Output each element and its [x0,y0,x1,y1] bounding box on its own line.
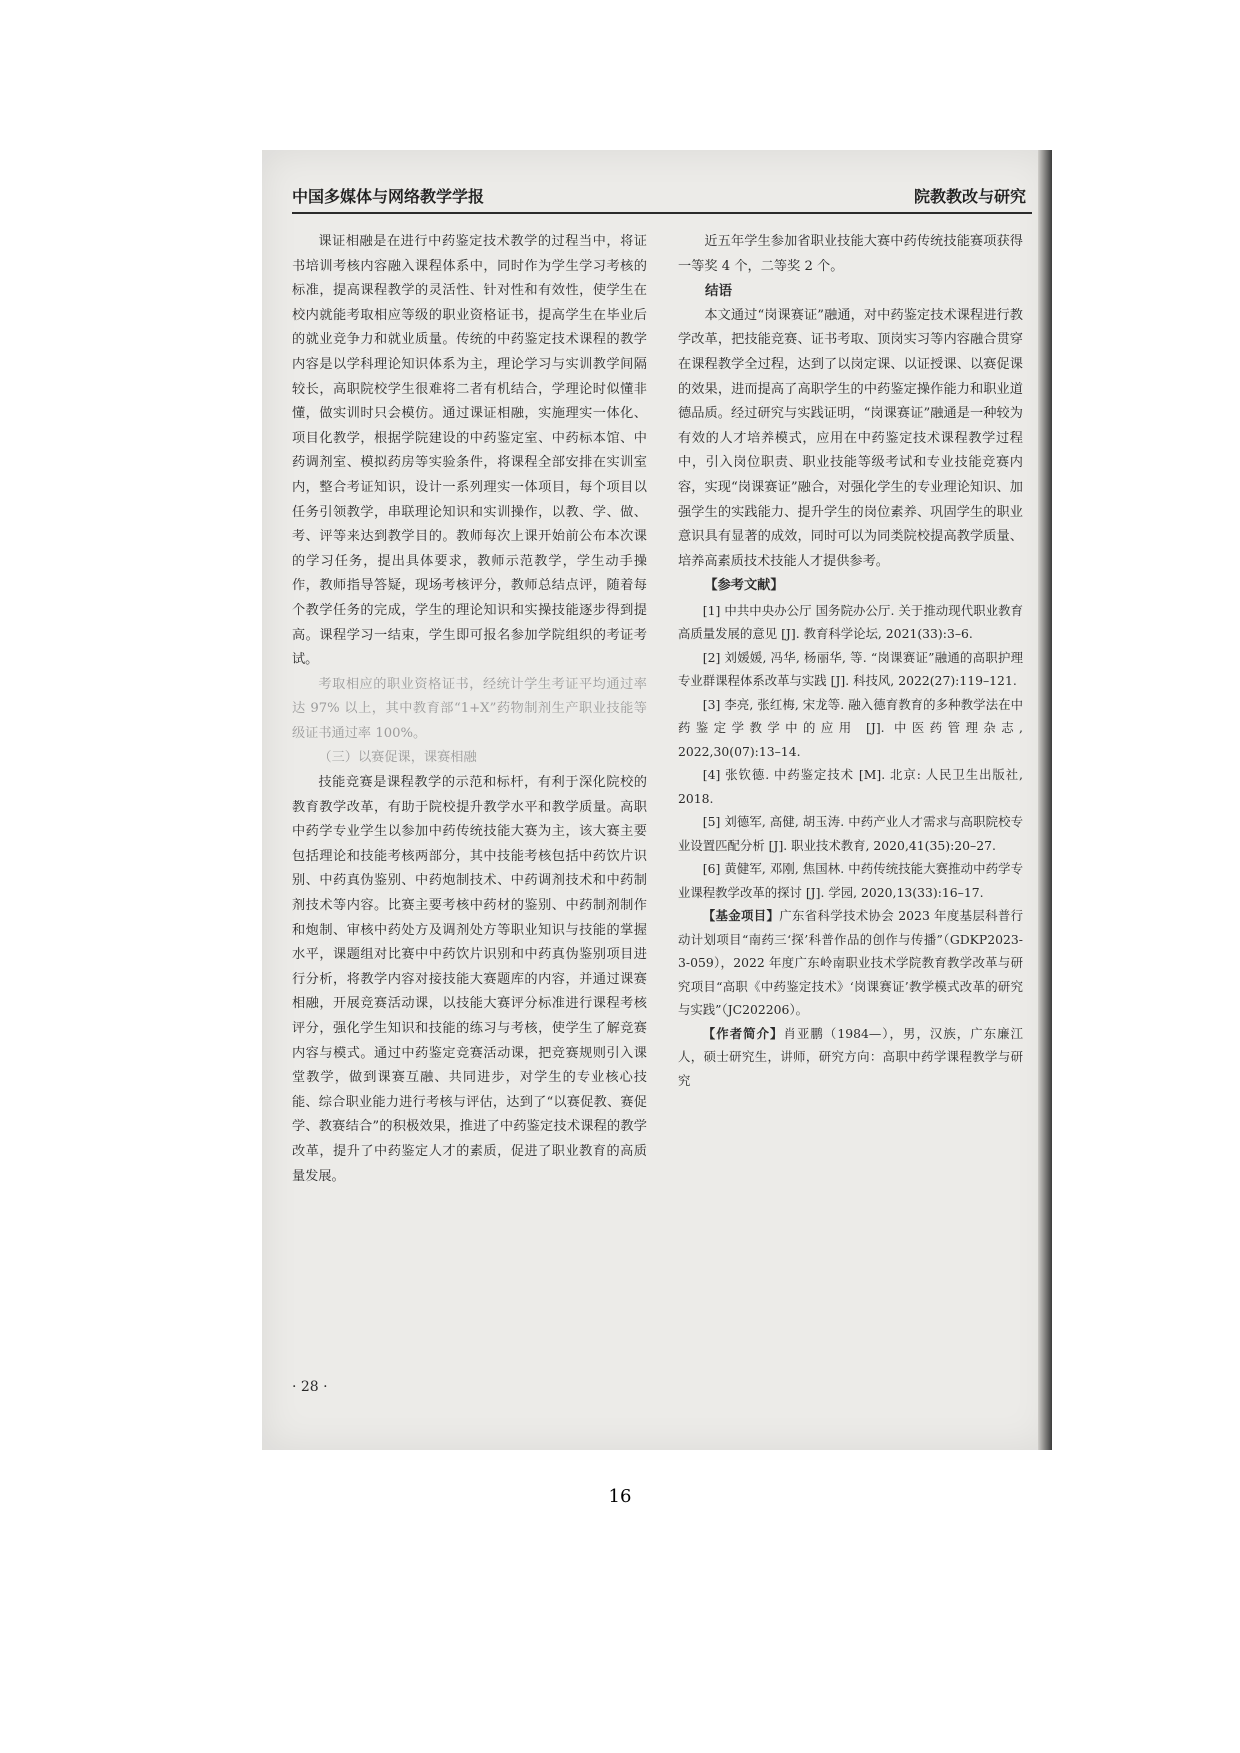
reference-item: [1] 中共中央办公厅 国务院办公厅. 关于推动现代职业教育高质量发展的意见 [J]. 教育科学论坛, 2021(33):3–6. [678,602,1023,642]
author-info [678,1022,1023,1093]
body-paragraph: 课证相融是在进行中药鉴定技术教学的过程当中，将证书培训考核内容融入课程体系中，同时作为学生学习考核的标准，提高课程教学的灵活性、针对性和有效性，使学生在校内就能考取相应等级的职业资格证书，提高学生在毕业后的就业竞争力和就业质量。传统的中药鉴定技术课程的教学内容是以学科理论知识体系为主，理论学习与实训教学间隔较长，高职院校学生很难将二者有机结合，学理论时似懂非懂，做实训时只会模仿。通过课证相融，实施理实一体化、项目化教学，根据学院建设的中药鉴定室、中药标本馆、中药调剂室、模拟药房等实验条件，将课程全部安排在实训室内，整合考证知识，设计一系列理实一体项目，每个项目以任务引领教学，串联理论知识和实训操作，以教、学、做、考、评等来达到教学目的。教师每次上课开始前公布本次课的学习任务，提出具体要求，教师示范教学，学生动手操作，教师指导答疑，现场考核评分，教师总结点评，随着每个教学任务的完成，学生的理论知识和实操技能逐步得到提高。课程学习一结束，学生即可报名参加学院组织的考证考试。 [292,234,647,668]
body-paragraph-faded: 考取相应的职业资格证书，经统计学生考证平均通过率达 97% 以上，其中教育部“1+X”药物制剂生产职业技能等级证书通过率 100%。 [292,676,647,741]
reference-item: [2] 刘媛媛, 冯华, 杨丽华, 等. “岗课赛证”融通的高职护理专业群课程体系改革与实践 [J]. 科技风, 2022(27):119–121. [678,649,1023,689]
subsection-heading: （三）以赛促课，课赛相融 [318,750,477,766]
conclusion-paragraph: 本文通过“岗课赛证”融通，对中药鉴定技术课程进行教学改革，把技能竞赛、证书考取、顶岗实习等内容融合贯穿在课程教学全过程，达到了以岗定课、以证授课、以赛促课的效果，进而提高了高职学生的中药鉴定操作能力和职业道德品质。经过研究与实践证明，“岗课赛证”融通是一种较为有效的人才培养模式，应用在中药鉴定技术课程教学过程中，引入岗位职责、职业技能等级考试和专业技能竞赛内容，实现“岗课赛证”融合，对强化学生的专业理论知识、加强学生的实践能力、提升学生的岗位素养、巩固学生的职业意识具有显著的成效，同时可以为同类院校提高教学质量、培养高素质技术技能人才提供参考。 [678,307,1023,569]
scanned-journal-page [262,150,1052,1450]
references-title: 【参考文献】 [704,578,784,594]
section-title: 院教教改与研究 [913,187,1026,206]
body-paragraph: 近五年学生参加省职业技能大赛中药传统技能赛项获得一等奖 4 个，二等奖 2 个。 [678,234,1023,274]
reference-item: [5] 刘德军, 高健, 胡玉涛. 中药产业人才需求与高职院校专业设置匹配分析 [J]. 职业技术教育, 2020,41(35):20–27. [678,814,1023,853]
journal-page-number: · 28 · [292,1379,328,1395]
page-edge-shadow [1038,150,1052,1450]
journal-header [292,178,1032,214]
right-column [678,230,1023,1092]
journal-title: 中国多媒体与网络教学学报 [292,187,485,206]
conclusion-heading: 结语 [705,283,732,300]
fund-text: 广东省科学技术协会 2023 年度基层科普行动计划项目“南药三‘探’科普作品的创作与传播”（GDKP2023-3-059），2022 年度广东岭南职业技术学院教育教学改革与研究项目“高职《中药鉴定技术》‘岗课赛证’教学模式改革的研究与实践”（JC202206）。 [678,908,1023,1018]
author-text: 肖亚鹏（1984—），男，汉族，广东廉江人，硕士研究生，讲师，研究方向：高职中药学课程教学与研究 [678,1025,1024,1088]
body-paragraph: 技能竞赛是课程教学的示范和标杆，有利于深化院校的教育教学改革，有助于院校提升教学水平和教学质量。高职中药学专业学生以参加中药传统技能大赛为主，该大赛主要包括理论和技能考核两部分，其中技能考核包括中药饮片识别、中药真伪鉴别、中药炮制技术、中药调剂技术和中药制剂技术等内容。比赛主要考核中药材的鉴别、中药制剂制作和炮制、审核中药处方及调剂处方等职业知识与技能的掌握水平，课题组对比赛中中药饮片识别和中药真伪鉴别项目进行分析，将教学内容对接技能大赛题库的内容，并通过课赛相融，开展竞赛活动课，以技能大赛评分标准进行课程考核评分，强化学生知识和技能的练习与考核，使学生了解竞赛内容与模式。通过中药鉴定竞赛活动课，把竞赛规则引入课堂教学，做到课赛互融、共同进步，对学生的专业核心技能、综合职业能力进行考核与评估，达到了“以赛促教、赛促学、教赛结合”的积极效果，推进了中药鉴定技术课程的教学改革，提升了中药鉴定人才的素质，促进了职业教育的高质量发展。 [292,775,647,1184]
document-page-number: 16 [608,1486,632,1507]
left-column [292,230,647,1189]
reference-item: [4] 张钦德. 中药鉴定技术 [M]. 北京: 人民卫生出版社, 2018. [678,767,1023,806]
author-label: 【作者简介】 [702,1025,784,1041]
fund-info [678,904,1023,1022]
reference-item: [3] 李亮, 张红梅, 宋龙等. 融入德育教育的多种教学法在中药鉴定学教学中的应用 [J]. 中医药管理杂志, 2022,30(07):13–14. [678,696,1023,759]
reference-list [678,599,1023,905]
reference-item: [6] 黄健军, 邓刚, 焦国林. 中药传统技能大赛推动中药学专业课程教学改革的探讨 [J]. 学园, 2020,13(33):16–17. [678,861,1023,900]
fund-label: 【基金项目】 [702,908,780,924]
